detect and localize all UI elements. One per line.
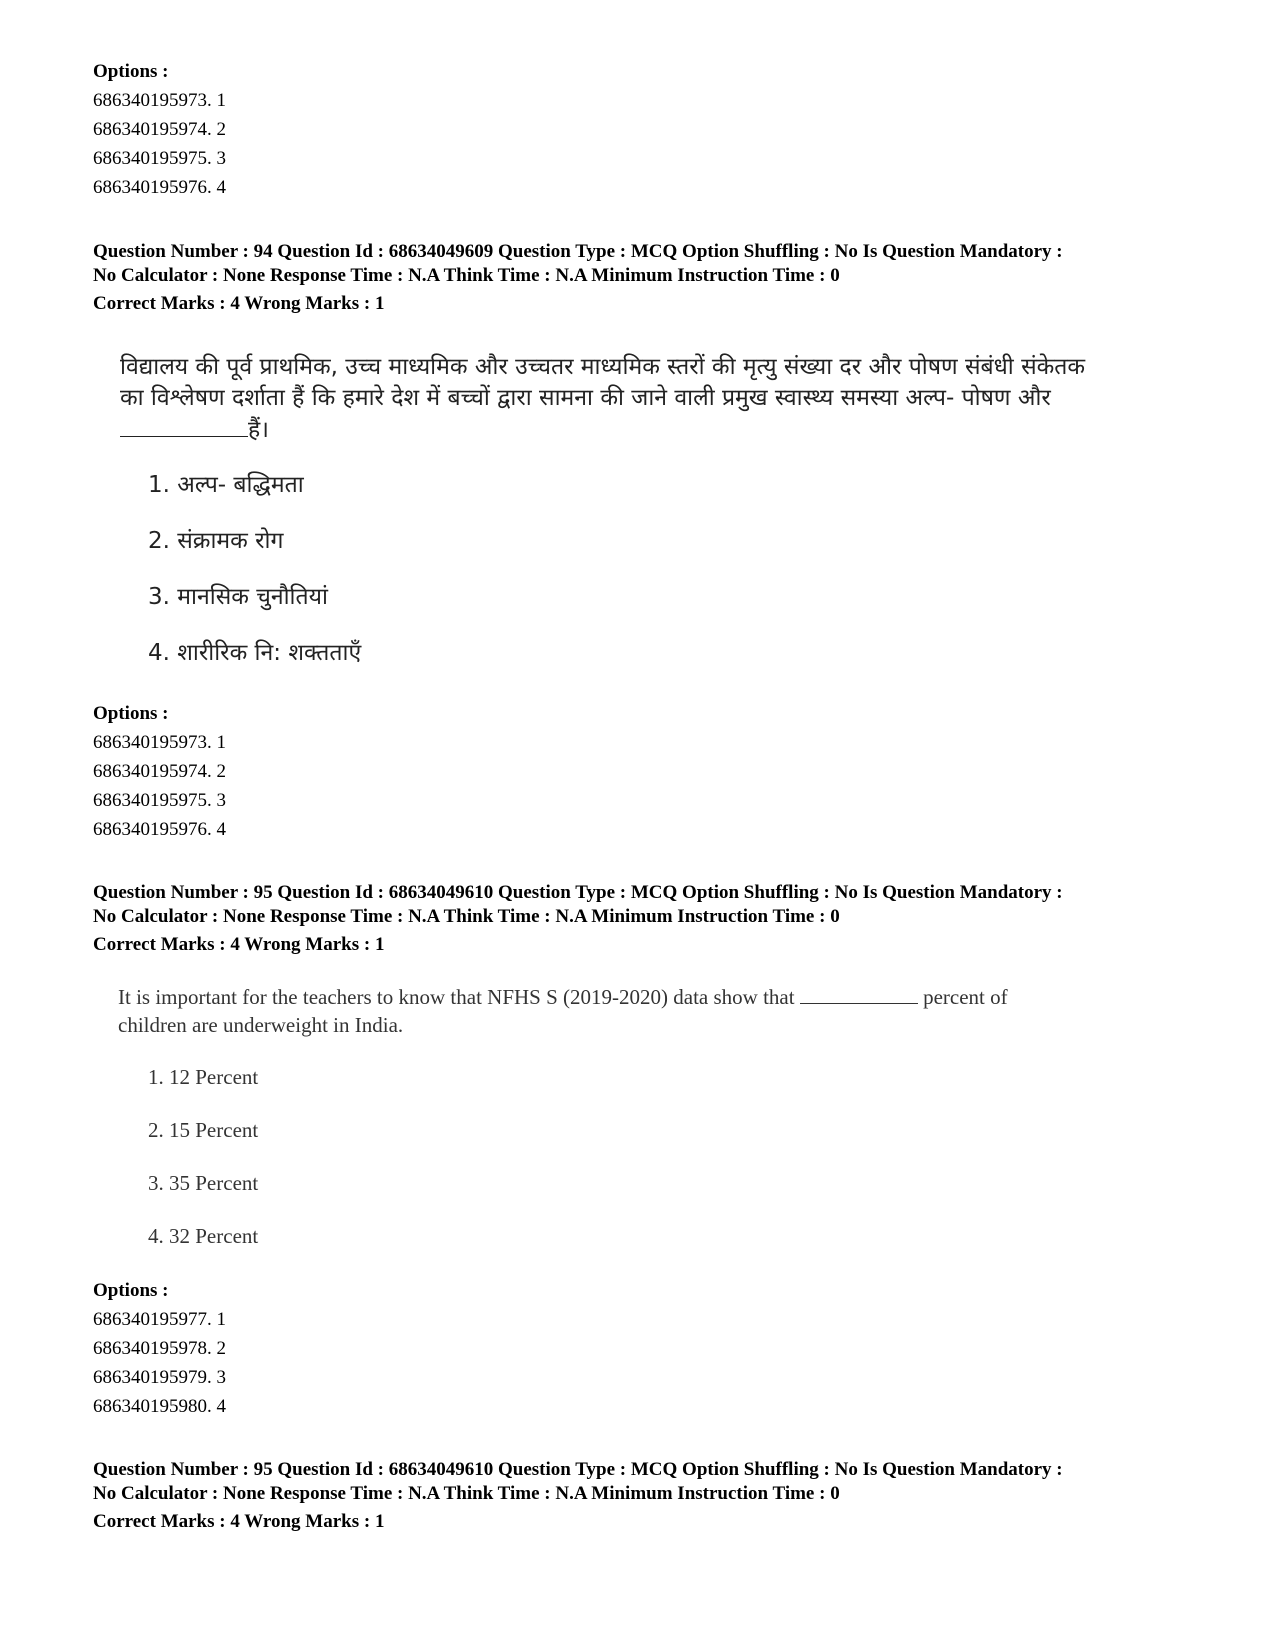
question-header-line2: No Calculator : None Response Time : N.A Think Time : N.A Minimum Instruction Time : 0	[93, 265, 840, 286]
q94-question-text	[120, 352, 1140, 446]
option-line: 686340195977. 1	[93, 1309, 226, 1330]
question-marks: Correct Marks : 4 Wrong Marks : 1	[93, 293, 385, 314]
q94-choice: 4. शारीरिक नि: शक्तताएँ	[148, 640, 362, 666]
option-line: 686340195976. 4	[93, 177, 226, 198]
q94-choice: 1. अल्प- बद्धिमता	[148, 472, 304, 498]
question-header-line2: No Calculator : None Response Time : N.A Think Time : N.A Minimum Instruction Time : 0	[93, 1483, 840, 1504]
option-line: 686340195975. 3	[93, 148, 226, 169]
question-text-line: विद्यालय की पूर्व प्राथमिक, उच्च माध्यमिक और उच्चतर माध्यमिक स्तरों की मृत्यु संख्या दर और पोषण संबंधी संकेतक	[120, 354, 1086, 380]
option-line: 686340195973. 1	[93, 732, 226, 753]
q94-choice: 2. संक्रामक रोग	[148, 528, 284, 554]
option-line: 686340195974. 2	[93, 119, 226, 140]
q94-options-block	[93, 700, 1193, 844]
question-text-part2: percent of	[923, 985, 1008, 1009]
question-marks: Correct Marks : 4 Wrong Marks : 1	[93, 934, 385, 955]
option-line: 686340195973. 1	[93, 90, 226, 111]
option-line: 686340195979. 3	[93, 1367, 226, 1388]
option-line: 686340195974. 2	[93, 761, 226, 782]
answer-blank	[800, 985, 918, 1004]
question-text-end: हैं।	[248, 417, 269, 443]
question-header-line2: No Calculator : None Response Time : N.A Think Time : N.A Minimum Instruction Time : 0	[93, 906, 840, 927]
option-line: 686340195976. 4	[93, 819, 226, 840]
q95-choice: 4. 32 Percent	[148, 1224, 259, 1248]
q95-choice: 3. 35 Percent	[148, 1171, 259, 1195]
q95-choice: 2. 15 Percent	[148, 1118, 259, 1142]
q94-choice: 3. मानसिक चुनौतियां	[148, 584, 328, 610]
question-header-line1: Question Number : 95 Question Id : 68634049610 Question Type : MCQ Option Shuffling : No Is Question Mandatory :	[93, 1459, 1063, 1480]
question-marks: Correct Marks : 4 Wrong Marks : 1	[93, 1511, 385, 1532]
q95-question-text	[118, 983, 1138, 1039]
q95-choice: 1. 12 Percent	[148, 1065, 259, 1089]
q95-header	[93, 881, 1193, 957]
option-line: 686340195978. 2	[93, 1338, 226, 1359]
answer-blank	[120, 414, 248, 437]
options-title: Options :	[93, 703, 169, 724]
question-header-line1: Question Number : 95 Question Id : 68634049610 Question Type : MCQ Option Shuffling : No Is Question Mandatory :	[93, 882, 1063, 903]
q95-options-block	[93, 1277, 1193, 1421]
q94-header	[93, 240, 1193, 316]
question-text-line	[118, 983, 1138, 1011]
question-text-line: का विश्लेषण दर्शाता हैं कि हमारे देश में बच्चों द्वारा सामना की जाने वाली प्रमुख स्वास्थ्य समस्या अल्प- पोषण और	[120, 385, 1051, 411]
option-line: 686340195980. 4	[93, 1396, 226, 1417]
question-text-part1: It is important for the teachers to know that NFHS S (2019-2020) data show that	[118, 985, 795, 1009]
question-text-line	[120, 414, 1140, 446]
question-header-line1: Question Number : 94 Question Id : 68634049609 Question Type : MCQ Option Shuffling : No Is Question Mandatory :	[93, 241, 1063, 262]
top-options-block	[93, 58, 1193, 202]
question-text-line: children are underweight in India.	[118, 1013, 404, 1037]
option-line: 686340195975. 3	[93, 790, 226, 811]
q95-repeat-header	[93, 1458, 1193, 1534]
options-title: Options :	[93, 1280, 169, 1301]
options-title: Options :	[93, 61, 169, 82]
